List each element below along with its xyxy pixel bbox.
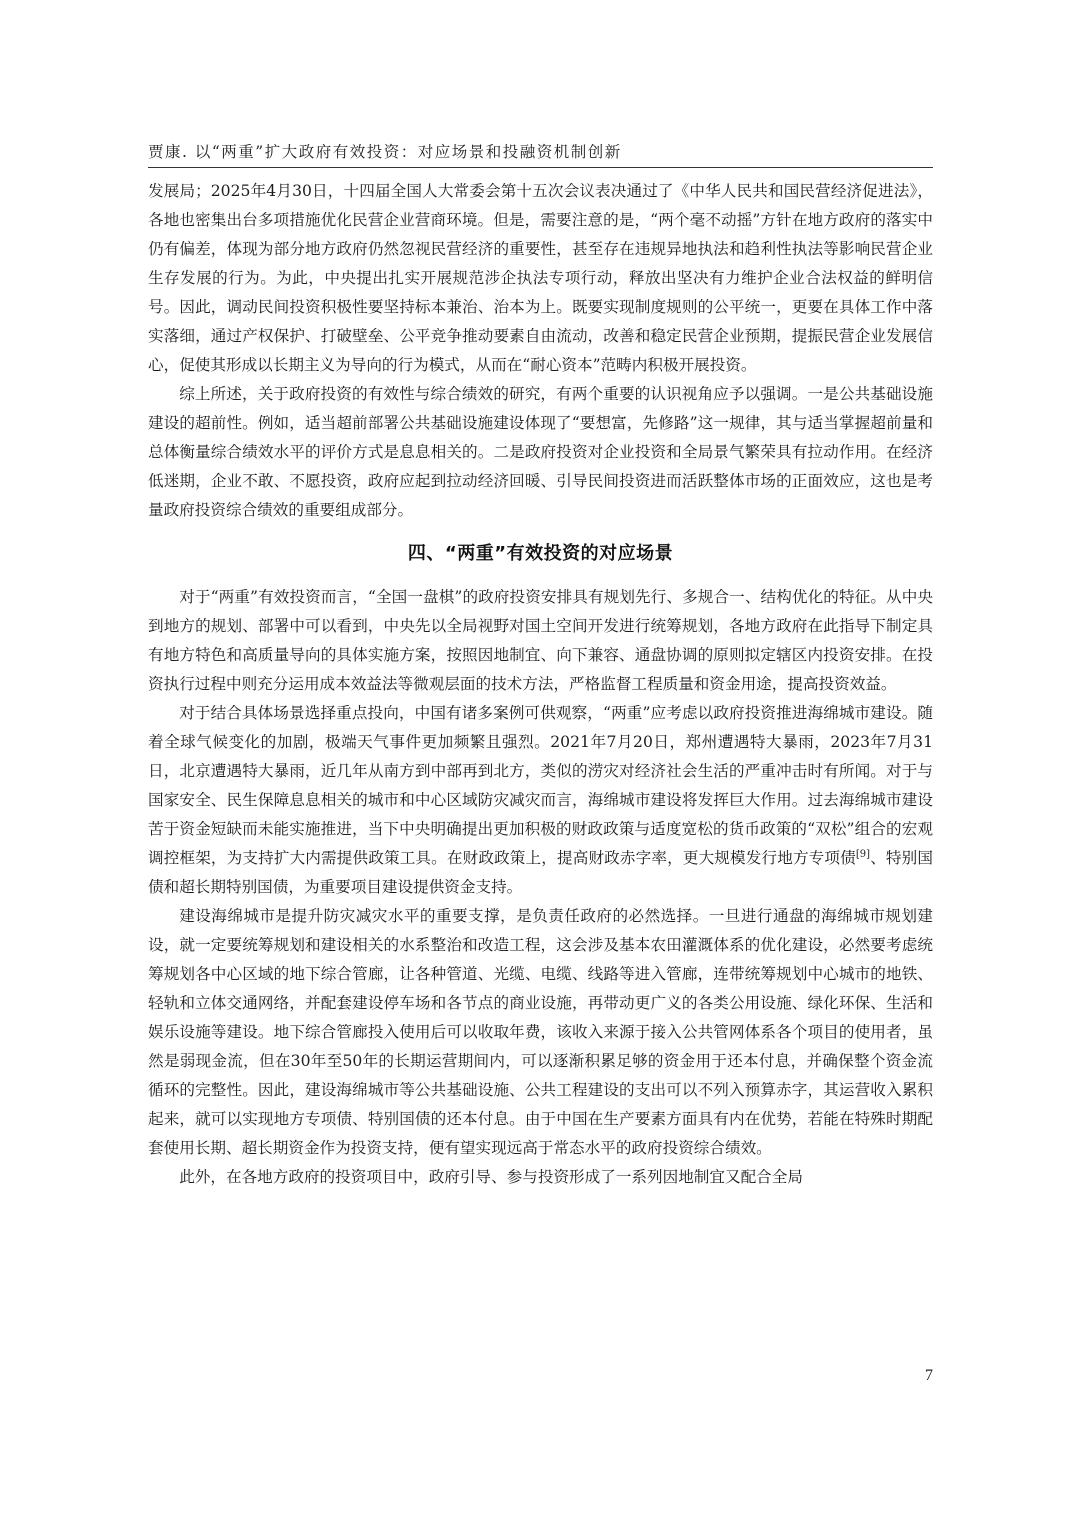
- paragraph-summary: 综上所述，关于政府投资的有效性与综合绩效的研究，有两个重要的认识视角应予以强调。一是公共基础设施建设的超前性。例如，适当超前部署公共基础设施建设体现了“要想富，先修路”这一规律，其与适当掌握超前量和总体衡量综合绩效水平的评价方式是息息相关的。二是政府投资对企业投资和全局景气繁荣具有拉动作用。在经济低迷期，企业不敢、不愿投资，政府应起到拉动经济回暖、引导民间投资进而活跃整体市场的正面效应，这也是考量政府投资综合绩效的重要组成部分。: [148, 385, 933, 519]
- paragraph-text: 对于结合具体场景选择重点投向，中国有诸多案例可供观察，“两重”应考虑以政府投资推进海绵城市建设。随着全球气候变化的加剧，极端天气事件更加频繁且强烈。2021年7月20日，郑州遭遇特大暴雨，2023年7月31日，北京遭遇特大暴雨，近几年从南方到中部再到北方，类似的涝灾对经济社会生活的严重冲击时有所闻。对于与国家安全、民生保障息息相关的城市和中心区域防灾减灾而言，海绵城市建设将发挥巨大作用。过去海绵城市建设苦于资金短缺而未能实施推进，当下中央明确提出更加积极的财政政策与适度宽松的货币政策的“双松”组合的宏观调控框架，为支持扩大内需提供政策工具。在财政政策上，提高财政赤字率，更大规模发行地方专项债: [148, 704, 933, 867]
- body-text: [148, 177, 933, 1192]
- paragraph-private-investment: 发展局；2025年4月30日，十四届全国人大常委会第十五次会议表决通过了《中华人民共和国民营经济促进法》，各地也密集出台多项措施优化民营企业营商环境。但是，需要注意的是，“两个毫不动摇”方针在地方政府的落实中仍有偏差，体现为部分地方政府仍然忽视民营经济的重要性，甚至存在违规异地执法和趋利性执法等影响民营企业生存发展的行为。为此，中央提出扎实开展规范涉企执法专项行动，释放出坚决有力维护企业合法权益的鲜明信号。因此，调动民间投资积极性要坚持标本兼治、治本为上。既要实现制度规则的公平统一，更要在具体工作中落实落细，通过产权保护、打破壁垒、公平竞争推动要素自由流动，改善和稳定民营企业预期，提振民营企业发展信心，促使其形成以长期主义为导向的行为模式，从而在“耐心资本”范畴内积极开展投资。: [148, 182, 933, 374]
- paragraph-sponge-city-construction: 建设海绵城市是提升防灾减灾水平的重要支撑，是负责任政府的必然选择。一旦进行通盘的海绵城市规划建设，就一定要统筹规划和建设相关的水系整治和改造工程，这会涉及基本农田灌溉体系的优化建设，必然要考虑统筹规划各中心区域的地下综合管廊，让各种管道、光缆、电缆、线路等进入管廊，连带统筹规划中心城市的地铁、轻轨和立体交通网络，并配套建设停车场和各节点的商业设施，再带动更广义的各类公用设施、绿化环保、生活和娱乐设施等建设。地下综合管廊投入使用后可以收取年费，该收入来源于接入公共管网体系各个项目的使用者，虽然是弱现金流，但在30年至50年的长期运营期间内，可以逐渐积累足够的资金用于还本付息，并确保整个资金流循环的完整性。因此，建设海绵城市等公共基础设施、公共工程建设的支出可以不列入预算赤字，其运营收入累积起来，就可以实现地方专项债、特别国债的还本付息。由于中国在生产要素方面具有内在优势，若能在特殊时期配套使用长期、超长期资金作为投资支持，便有望实现远高于常态水平的政府投资综合绩效。: [148, 907, 933, 1157]
- paragraph-text: 、特别国债和超长期特别国债，为重要项目建设提供资金支持。: [148, 849, 933, 896]
- paragraph-sponge-city-cases: [148, 699, 933, 902]
- page-number: 7: [925, 1367, 933, 1384]
- running-header: 贾康. 以“两重”扩大政府有效投资：对应场景和投融资机制创新: [148, 143, 622, 161]
- paragraph-national-planning: 对于“两重”有效投资而言，“全国一盘棋”的政府投资安排具有规划先行、多规合一、结构优化的特征。从中央到地方的规划、部署中可以看到，中央先以全局视野对国土空间开发进行统筹规划，各地方政府在此指导下制定具有地方特色和高质量导向的具体实施方案，按照因地制宜、向下兼容、通盘协调的原则拟定辖区内投资安排。在投资执行过程中则充分运用成本效益法等微观层面的技术方法，严格监督工程质量和资金用途，提高投资效益。: [148, 588, 933, 693]
- section-heading: 四、“两重”有效投资的对应场景: [407, 543, 674, 564]
- citation-marker: [9]: [855, 848, 871, 860]
- paragraph-local-government: 此外，在各地方政府的投资项目中，政府引导、参与投资形成了一系列因地制宜又配合全局: [179, 1168, 803, 1186]
- header-divider: [148, 167, 933, 168]
